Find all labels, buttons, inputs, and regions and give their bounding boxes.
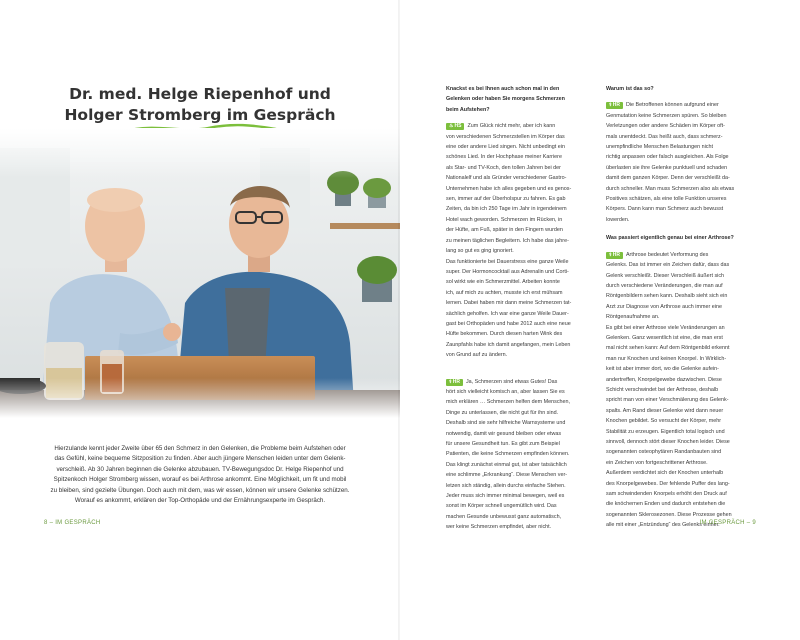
speaker-tag-hs: ♨HS (446, 123, 464, 130)
answer-line: Das funktionierte bei Dauerstress eine ganze Weile (446, 258, 569, 265)
answer-line: Unternehmen habe ich alles gegeben und es genos- (446, 185, 572, 192)
answer-line: letzen sich ständig, allein durchs einfache Stehen. (446, 482, 566, 489)
answer-line: Das klingt zunächst einmal gut, ist aber tatsächlich (446, 461, 567, 468)
answer-line: Gelenk verschleißt. Dieser Verschleiß äußert sich (606, 272, 725, 279)
answer-line: notwendig, damit wir gesund bleiben oder etwas (446, 430, 562, 437)
answer-line: Gelenks. Das ist immer ein Zeichen dafür, dass das (606, 262, 730, 269)
answer-line: ich, auf mich zu achten, musste ich erst mühsam (446, 289, 563, 296)
answer-line: Zeiten, da bin ich 250 Tage im Jahr in irgendeinem (446, 206, 567, 213)
answer-line: Dinge zu unterlassen, die nicht gut für ihn sind. (446, 409, 559, 416)
folio-left: 8 – IM GESPRÄCH (44, 520, 101, 526)
answer-line: alle mit einer „Entzündung“ des Gelenks einher. (606, 522, 720, 529)
title-line-2: Holger Stromberg im Gespräch (64, 106, 336, 124)
text-column-1 (446, 84, 598, 533)
intro-line: verschleiß. Ab 30 Jahren beginnen die Gelenke abzubauen. TV-Bewegungsdoc Dr. Helge Riepenhof und (56, 465, 344, 473)
answer-line: sogenannten Sklerosezonen. Diese Prozesse gehen (606, 511, 732, 518)
answer-line: durch schneller. Man muss Schmerzen also als etwas (606, 185, 735, 192)
answer-line: machen Gesunde unbewusst ganz automatisch, (446, 513, 562, 520)
stethoscope-icon: ⚕ (609, 102, 612, 109)
answer-line: Die Betroffenen können aufgrund einer (625, 102, 719, 109)
folio-right: IM GESPRÄCH – 9 (699, 520, 756, 526)
answer-line: Ja, Schmerzen sind etwas Gutes! Das (465, 378, 558, 385)
answer-line: als Star- und TV-Koch, den tollen Jahren bei der (446, 164, 561, 171)
answer-line: schönes Lied. In der Hochphase meiner Karriere (446, 154, 562, 161)
answer-line: Zum Glück nicht mehr, aber ich kann (467, 123, 556, 130)
answer-line: Körpers. Dann kann man Schmerz auch bewusst (606, 206, 724, 213)
answer-line: sinnvoll, dennoch stört dieser Knochen leider. Diese (606, 439, 730, 445)
question-1 (446, 84, 598, 115)
answer-hr-2 (606, 250, 758, 531)
intro-line: zu bleiben, sind gezielte Übungen. Doch auch mit dem, was wir essen, können wir unsere Gelenke schützen. (50, 486, 350, 494)
answer-line: sam schwindenden Knorpels erhöht den Druck auf (606, 491, 727, 498)
answer-hr-1 (606, 100, 758, 225)
answer-line: andertreffen, Knorpelgewebe dazwischen. Diese (606, 376, 722, 383)
right-page (400, 0, 800, 640)
answer-line: die knöchernen Enden und dadurch entstehen die (606, 501, 726, 508)
portrait-photo (0, 128, 400, 418)
chef-hat-icon: ♨ (449, 123, 454, 130)
answer-line: Positives schätzen, als eine tolle Funktion unseres (606, 196, 727, 203)
answer-line: des Knorpelgewebes. Der fehlende Puffer des lang- (606, 480, 730, 487)
answer-line: sen, immer auf der Überholspur zu fahren. Es gab (446, 196, 566, 203)
answer-line: lowerden. (606, 216, 630, 223)
intro-line: Spitzenkoch Holger Stromberg wissen, worauf es bei Arthrose ankommt. Eine Möglichkeit, um fit und mobil (53, 476, 347, 484)
answer-line: zu meinen täglichen Begleitern. Ich habe das jahre- (446, 237, 569, 244)
title-line-1: Dr. med. Helge Riepenhof und (69, 85, 331, 103)
answer-line: Knochen gebildet. So versucht der Körper, mehr (606, 418, 722, 425)
answer-line: eine oder andere Lied singen. Nicht unbedingt ein (446, 144, 565, 151)
answer-line: man nur Knochen und keinen Knorpel. In Wirklich- (606, 355, 727, 362)
intro-paragraph (44, 444, 356, 506)
question-line: Knackst es bei Ihnen auch schon mal in den (446, 86, 560, 92)
answer-line: hört sich vielleicht komisch an, aber lassen Sie es (446, 388, 565, 395)
answer-line: für unsere Gesundheit tun. Es gibt zum Beispiel (446, 441, 560, 447)
answer-line: lernen. Dabei haben mir dann meine Schmerzen tat- (446, 300, 572, 307)
answer-line: Gelenken. Ganz wesentlich ist eine, die man erst (606, 334, 723, 341)
answer-line: Röntgenaufnahme an. (606, 314, 660, 321)
question-line: beim Aufstehen? (446, 106, 490, 113)
answer-line: Es gibt bei einer Arthrose viele Veränderungen an (606, 324, 725, 331)
answer-line: damit dem ganzen Körper. Denn der verschleißt da- (606, 175, 730, 182)
answer-line: Hotel wach geworden. Schmerzen im Rücken, in (446, 216, 563, 223)
question-3: Was passiert eigentlich genau bei einer Arthrose? (606, 235, 734, 242)
answer-hr (446, 377, 598, 533)
answer-line: sogenannten osteophytären Randanbauten sind (606, 449, 722, 456)
answer-line: überlasten sie ihre Gelenke punktuell und schaden (606, 164, 728, 171)
answer-line: Außerdem verdichtet sich der Knochen unterhalb (606, 470, 724, 477)
answer-line: Arzt zur Diagnose von Arthrose auch immer eine (606, 303, 722, 310)
answer-line: mich erklären … Schmerzen helfen dem Menschen, (446, 399, 571, 406)
answer-line: mal nicht sehen kann: Auf dem Röntgenbild erkennt (606, 345, 730, 352)
answer-line: spalts. Am Rand dieser Gelenke wird dann neuer (606, 407, 724, 414)
answer-line: sächlich geholfen. Ich war eine ganze Weile Dauer- (446, 310, 569, 317)
answer-line: Patienten, die keine Schmerzen empfinden können. (446, 451, 570, 458)
answer-line: Nationalelf und als Gründer verschiedener Gastro- (446, 175, 567, 182)
answer-line: lang so gut es ging ignoriert. (446, 248, 514, 255)
speaker-tag-hr: ⚕HR (446, 379, 463, 386)
interview-title (40, 84, 360, 126)
answer-line: richtig anpassen oder falsch ausgleichen. Als Folge (606, 154, 729, 161)
question-2: Warum ist das so? (606, 86, 654, 92)
speaker-tag-hr: ⚕HR (606, 252, 623, 259)
intro-line: das Gefühl, keine bequeme Sitzposition zu finden. Aber auch jüngere Menschen leiden unter dem Gelenk- (54, 455, 346, 463)
answer-line: von verschiedenen Schmerzstellen im Körper das (446, 133, 565, 140)
answer-line: wer keine Schmerzen empfindet, aber nicht. (446, 524, 552, 531)
answer-line: sonst im Körper schnell ungemütlich wird. Das (446, 503, 557, 510)
answer-line: super. Der Hormoncocktail aus Adrenalin und Corti- (446, 268, 569, 275)
intro-line: Hierzulande kennt jeder Zweite über 65 den Schmerz in den Gelenken, die Probleme beim Aufstehen oder (54, 445, 346, 452)
question-line: Gelenken oder haben Sie morgens Schmerzen (446, 96, 565, 103)
answer-line: mals unentdeckt. Das heißt auch, dass schmerz- (606, 133, 723, 140)
answer-line: keit ist aber immer dort, wo die Gelenke aufein- (606, 366, 719, 373)
answer-line: Jeder muss sich immer minimal bewegen, weil es (446, 493, 565, 500)
answer-line: Hüfte bekommen. Durch diesen harten Wink des (446, 331, 563, 338)
answer-line: Genmutation keine Schmerzen spüren. So bleiben (606, 112, 727, 119)
stethoscope-icon: ⚕ (609, 251, 612, 258)
answer-line: eine schlimme „Erkrankung“. Diese Menschen ver- (446, 472, 568, 479)
answer-line: Verletzungen oder andere Schäden im Körper oft- (606, 123, 725, 130)
answer-line: durch verschiedene Veränderungen, die man auf (606, 282, 723, 289)
answer-line: ein Zeichen von fortgeschrittener Arthrose. (606, 459, 708, 466)
answer-line: von Grund auf zu ändern. (446, 352, 508, 359)
answer-line: Stabilität zu erzeugen. Eigentlich total logisch und (606, 428, 725, 435)
answer-line: Röntgenbildern sehen kann. Deshalb sieht sich ein (606, 293, 728, 300)
answer-line: sol wirkt wie ein Schmerzmittel. Arbeiten konnte (446, 279, 560, 286)
stethoscope-icon: ⚕ (449, 378, 452, 385)
answer-line: spricht man von einer Verschmälerung des Gelenk- (606, 397, 729, 404)
answer-line: Zaunpfahls habe ich damit angefangen, mein Leben (446, 341, 571, 348)
answer-line: der Hüfte, am Fuß, später in den Fingern wurden (446, 227, 563, 234)
answer-hs (446, 121, 598, 360)
speaker-tag-hr: ⚕HR (606, 102, 623, 109)
text-column-2 (606, 84, 758, 531)
answer-line: unempfindliche Menschen Belastungen nicht (606, 144, 713, 151)
intro-line: Worauf es ankommt, erklären der Top-Orthopäde und der Ernährungsexperte im Gespräch. (74, 497, 326, 505)
answer-line: Schicht verschwindet bei der Arthrose, deshalb (606, 386, 719, 393)
answer-line: gast bei Orthopäden und habe 2012 auch eine neue (446, 320, 571, 327)
answer-line: Arthrose bedeutet Verformung des (625, 251, 709, 258)
answer-line: Deshalb sind sie sehr hilfreiche Warnsysteme und (446, 420, 566, 427)
